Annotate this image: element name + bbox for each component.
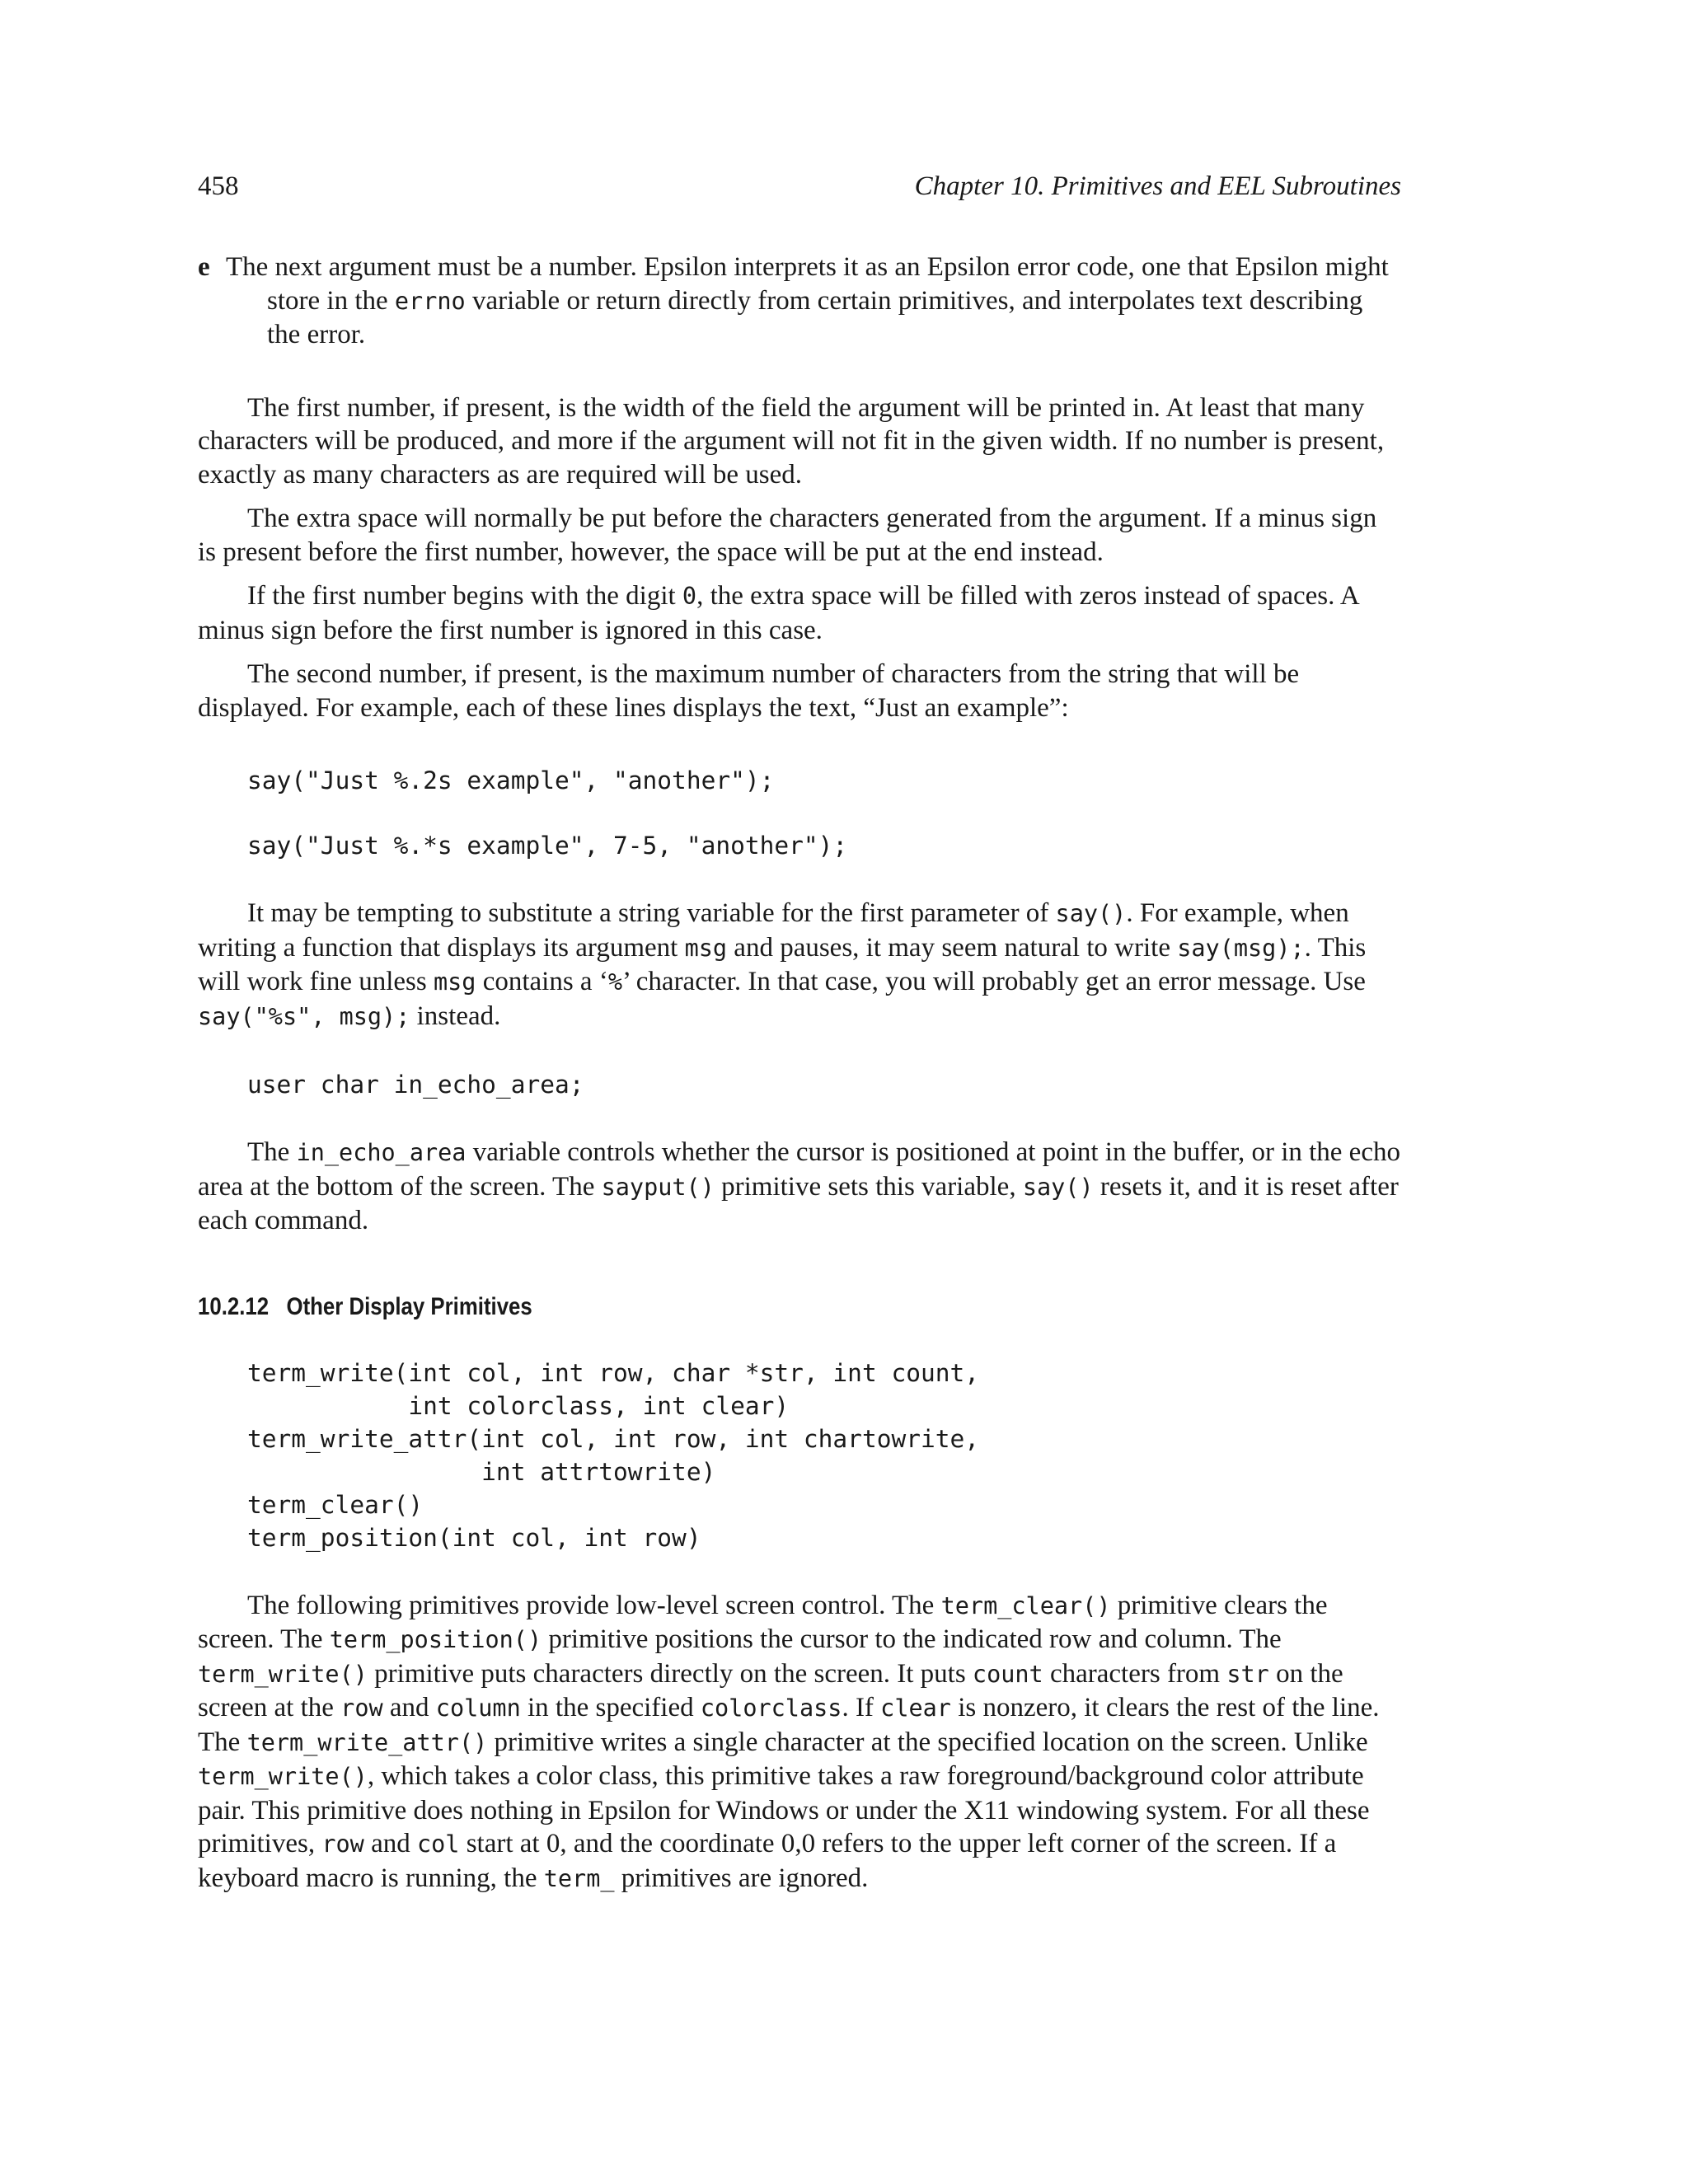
- code-term-primitive-declarations: term_write(int col, int row, char *str, int count, int colorclass, int clear) term_write_attr(int col, int row, int chartowrite, int attrtowrite) term_clear() term_position(int col, int row): [247, 1358, 980, 1552]
- inline-code: term_write(): [198, 1660, 368, 1688]
- inline-code: term_clear(): [940, 1591, 1111, 1619]
- inline-code: msg: [684, 934, 728, 962]
- section-title: Other Display Primitives: [286, 1292, 532, 1320]
- inline-code: say(): [1022, 1173, 1094, 1201]
- running-header: [198, 165, 1401, 208]
- inline-code: msg: [433, 968, 476, 996]
- section-heading: [198, 1291, 1233, 1324]
- inline-code: term_write(): [198, 1763, 368, 1790]
- code-in-echo-area-declaration: user char in_echo_area;: [247, 1071, 584, 1099]
- inline-code: row: [321, 1830, 364, 1858]
- code-example-2: say("Just %.*s example", 7-5, "another");: [247, 832, 848, 860]
- paragraph-field-width: The first number, if present, is the width of the field the argument will be printed in. At least that many characters will be produced, and more if the argument will not fit in the given width. If no number is present, exactly as many characters as are required will be used.: [198, 392, 1385, 490]
- inline-code: term_write_attr(): [246, 1728, 488, 1756]
- paragraph-second-number: The second number, if present, is the maximum number of characters from the string that will be displayed. For example, each of these lines displays the text, “Just an example”:: [198, 659, 1300, 723]
- paragraph-extra-space: The extra space will normally be put before the characters generated from the argument. If a minus sign is present before the first number, however, the space will be put at the end instead.: [198, 504, 1377, 567]
- document-page: [198, 165, 1401, 1896]
- inline-code: colorclass: [700, 1694, 842, 1722]
- paragraph-term-primitives: The following primitives provide low-level screen control. The term_clear() primitive clears the screen. The term_position() primitive positions the cursor to the indicated row and column. The term_write() primitive puts characters directly on the screen. It puts count characters from str on the screen at the row and column in the specified colorclass. If clear is nonzero, it clears the rest of the line. The term_write_attr() primitive writes a single character at the specified location on the screen. Unlike term_write(), which takes a color class, this primitive takes a raw foreground/background color attribute pair. This primitive does nothing in Epsilon for Windows or under the X11 windowing system. For all these primitives, row and col start at 0, and the coordinate 0,0 refers to the upper left corner of the screen. If a keyboard macro is running, the term_ primitives are ignored.: [198, 1590, 1380, 1893]
- inline-code: column: [435, 1694, 521, 1722]
- inline-code: in_echo_area: [296, 1139, 467, 1166]
- inline-code: str: [1226, 1660, 1269, 1688]
- inline-code: clear: [880, 1694, 951, 1722]
- inline-code: row: [340, 1694, 383, 1722]
- paragraph-zero-fill: If the first number begins with the digit 0, the extra space will be filled with zeros instead of spaces. A minus sign before the first number is ignored in this case.: [198, 581, 1358, 645]
- inline-code: term_: [543, 1864, 615, 1892]
- format-letter-e-entry: e The next argument must be a number. Epsilon interprets it as an Epsilon error code, one that Epsilon might store in the errno variable or return directly from certain primitives, and interpolates text describing the error.: [198, 252, 1389, 349]
- chapter-title: Chapter 10. Primitives and EEL Subroutines: [914, 171, 1401, 201]
- inline-code: say(): [1055, 900, 1127, 927]
- paragraph-in-echo-area: The in_echo_area variable controls whether the cursor is positioned at point in the buffer, or in the echo area at the bottom of the screen. The sayput() primitive sets this variable, say() resets it, and it is reset after each command.: [198, 1137, 1400, 1235]
- inline-code: count: [972, 1660, 1043, 1688]
- inline-code: sayput(): [601, 1173, 715, 1201]
- section-number: 10.2.12: [198, 1292, 270, 1320]
- format-letter: e: [198, 252, 210, 282]
- paragraph-say-tempting: It may be tempting to substitute a string variable for the first parameter of say(). For example, when writing a function that displays its argument msg and pauses, it may seem natural to write say(msg);. This will work fine unless msg contains a ‘%’ character. In that case, you will probably get an error message. Use say("%s", msg); instead.: [198, 898, 1367, 1031]
- inline-code: say(msg);: [1177, 934, 1305, 962]
- inline-code: 0: [682, 583, 697, 610]
- inline-code: errno: [394, 287, 466, 315]
- inline-code: term_position(): [329, 1626, 542, 1653]
- inline-code: col: [416, 1830, 460, 1858]
- inline-code: say("%s", msg);: [198, 1002, 410, 1030]
- inline-code: %: [607, 968, 622, 996]
- code-example-1: say("Just %.2s example", "another");: [247, 766, 775, 794]
- page-number: 458: [198, 171, 239, 201]
